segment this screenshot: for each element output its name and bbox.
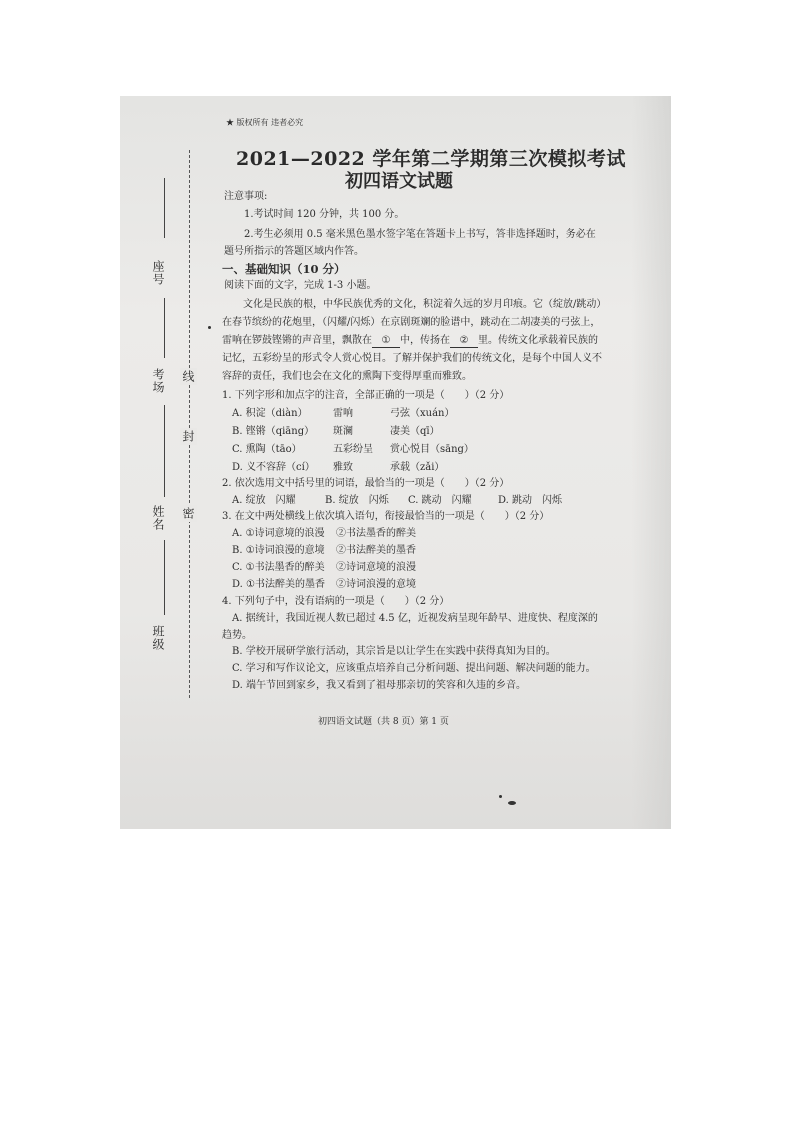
q2-option-d: D. 跳动 闪烁 — [498, 495, 563, 506]
exam-title: 2021—2022 学年第二学期第三次模拟考试 — [236, 148, 626, 170]
class-label: 班级 — [151, 625, 165, 651]
seal-word-seal: 封 — [181, 430, 195, 443]
q1-option-d: D. 义不容辞（cí） — [232, 462, 315, 473]
exam-room-label: 考场 — [151, 368, 165, 394]
q4-option-a-line-2: 趋势。 — [222, 630, 252, 641]
q3-option-a-part2: ②书法墨香的醉美 — [336, 528, 416, 539]
q1-option-c-word2: 五彩纷呈 — [333, 444, 373, 455]
q2-option-a: A. 绽放 闪耀 — [232, 495, 296, 506]
q1-option-b-word2: 斑澜 — [333, 426, 353, 437]
q2-option-c: C. 跳动 闪耀 — [408, 495, 472, 506]
name-label: 姓名 — [151, 505, 165, 531]
q4-option-d: D. 端午节回到家乡，我又看到了祖母那亲切的笑容和久违的乡音。 — [232, 680, 527, 691]
passage-line-1: 文化是民族的根，中华民族优秀的文化，积淀着久远的岁月印痕。它（绽放/跳动） — [243, 299, 607, 310]
seat-label: 座号 — [151, 260, 165, 286]
seal-word-secret: 密 — [181, 507, 195, 520]
q1-option-c-word3: 赏心悦目（sāng） — [390, 444, 474, 455]
q1-option-b-word3: 凄美（qī） — [390, 426, 440, 437]
blank-2: ② — [450, 334, 478, 348]
ink-smudge — [508, 801, 516, 805]
q1-option-d-word2: 雅致 — [333, 462, 353, 473]
passage-line-5: 容辞的责任，我们也会在文化的熏陶下变得厚重而雅致。 — [222, 371, 472, 382]
section-intro: 阅读下面的文字，完成 1-3 小题。 — [224, 280, 377, 291]
question-2-stem: 2. 依次选用文中括号里的词语，最恰当的一项是（ ）（2 分） — [222, 478, 510, 489]
q1-option-b: B. 铿锵（qiāng） — [232, 426, 315, 437]
q1-option-d-word3: 承载（zǎi） — [390, 462, 445, 473]
binding-dashed-line — [189, 150, 190, 698]
q4-option-c: C. 学习和写作议论文，应该重点培养自己分析问题、提出问题、解决问题的能力。 — [232, 663, 596, 674]
q3-option-b: B. ①诗词浪漫的意境 — [232, 545, 325, 556]
question-1-stem: 1. 下列字形和加点字的注音，全部正确的一项是（ ）（2 分） — [222, 390, 510, 401]
q3-option-d: D. ①书法醉美的墨香 — [232, 579, 325, 590]
notes-item-2-line-1: 2.考生必须用 0.5 毫米黑色墨水签字笔在答题卡上书写，答非选择题时，务必在 — [244, 229, 596, 240]
ink-speck — [499, 795, 502, 798]
notes-heading: 注意事项: — [224, 191, 268, 202]
q1-option-a: A. 积淀（diàn） — [232, 408, 308, 419]
q1-option-a-word3: 弓弦（xuán） — [390, 408, 455, 419]
q3-option-a: A. ①诗词意境的浪漫 — [232, 528, 325, 539]
q4-option-a-line-1: A. 据统计，我国近视人数已超过 4.5 亿，近视发病呈现年龄早、进度快、程度深的 — [232, 613, 598, 624]
q1-option-c: C. 熏陶（tāo） — [232, 444, 302, 455]
passage-line-2: 在春节缤纷的花炮里，（闪耀/闪烁）在京剧斑斓的脸谱中，跳动在二胡凄美的弓弦上， — [222, 317, 601, 328]
notes-item-1: 1.考试时间 120 分钟，共 100 分。 — [244, 209, 405, 220]
seal-word-line: 线 — [181, 370, 195, 383]
question-3-stem: 3. 在文中两处横线上依次填入语句，衔接最恰当的一项是（ ）（2 分） — [222, 511, 550, 522]
q2-option-b: B. 绽放 闪烁 — [325, 495, 389, 506]
section-title: 一、基础知识（10 分） — [222, 262, 346, 276]
exam-room-underline — [164, 298, 165, 358]
q3-option-b-part2: ②书法醉美的墨香 — [336, 545, 416, 556]
copyright-note: ★ 版权所有 违者必究 — [226, 118, 304, 127]
passage-line-3: 雷响在锣鼓铿锵的声音里，飘散在 ① 中，传扬在 ② 里。传统文化承载着民族的 — [222, 335, 598, 346]
passage-line-4: 记忆，五彩纷呈的形式令人赏心悦目。了解并保护我们的传统文化，是每个中国人义不 — [222, 353, 602, 364]
ink-dot — [208, 326, 211, 329]
seat-underline — [164, 178, 165, 238]
q4-option-b: B. 学校开展研学旅行活动，其宗旨是以让学生在实践中获得真知为目的。 — [232, 646, 556, 657]
q3-option-d-part2: ②诗词浪漫的意境 — [336, 579, 416, 590]
exam-subtitle: 初四语文试题 — [345, 171, 453, 192]
question-4-stem: 4. 下列句子中，没有语病的一项是（ ）（2 分） — [222, 596, 450, 607]
name-underline — [164, 540, 165, 615]
blank-1: ① — [372, 334, 400, 348]
q3-option-c: C. ①书法墨香的醉美 — [232, 562, 325, 573]
q1-option-a-word2: 雷响 — [333, 408, 353, 419]
exam-room-field-line — [164, 405, 165, 497]
q3-option-c-part2: ②诗词意境的浪漫 — [336, 562, 416, 573]
page-footer: 初四语文试题（共 8 页）第 1 页 — [318, 717, 449, 727]
notes-item-2-line-2: 题号所指示的答题区域内作答。 — [224, 246, 364, 257]
